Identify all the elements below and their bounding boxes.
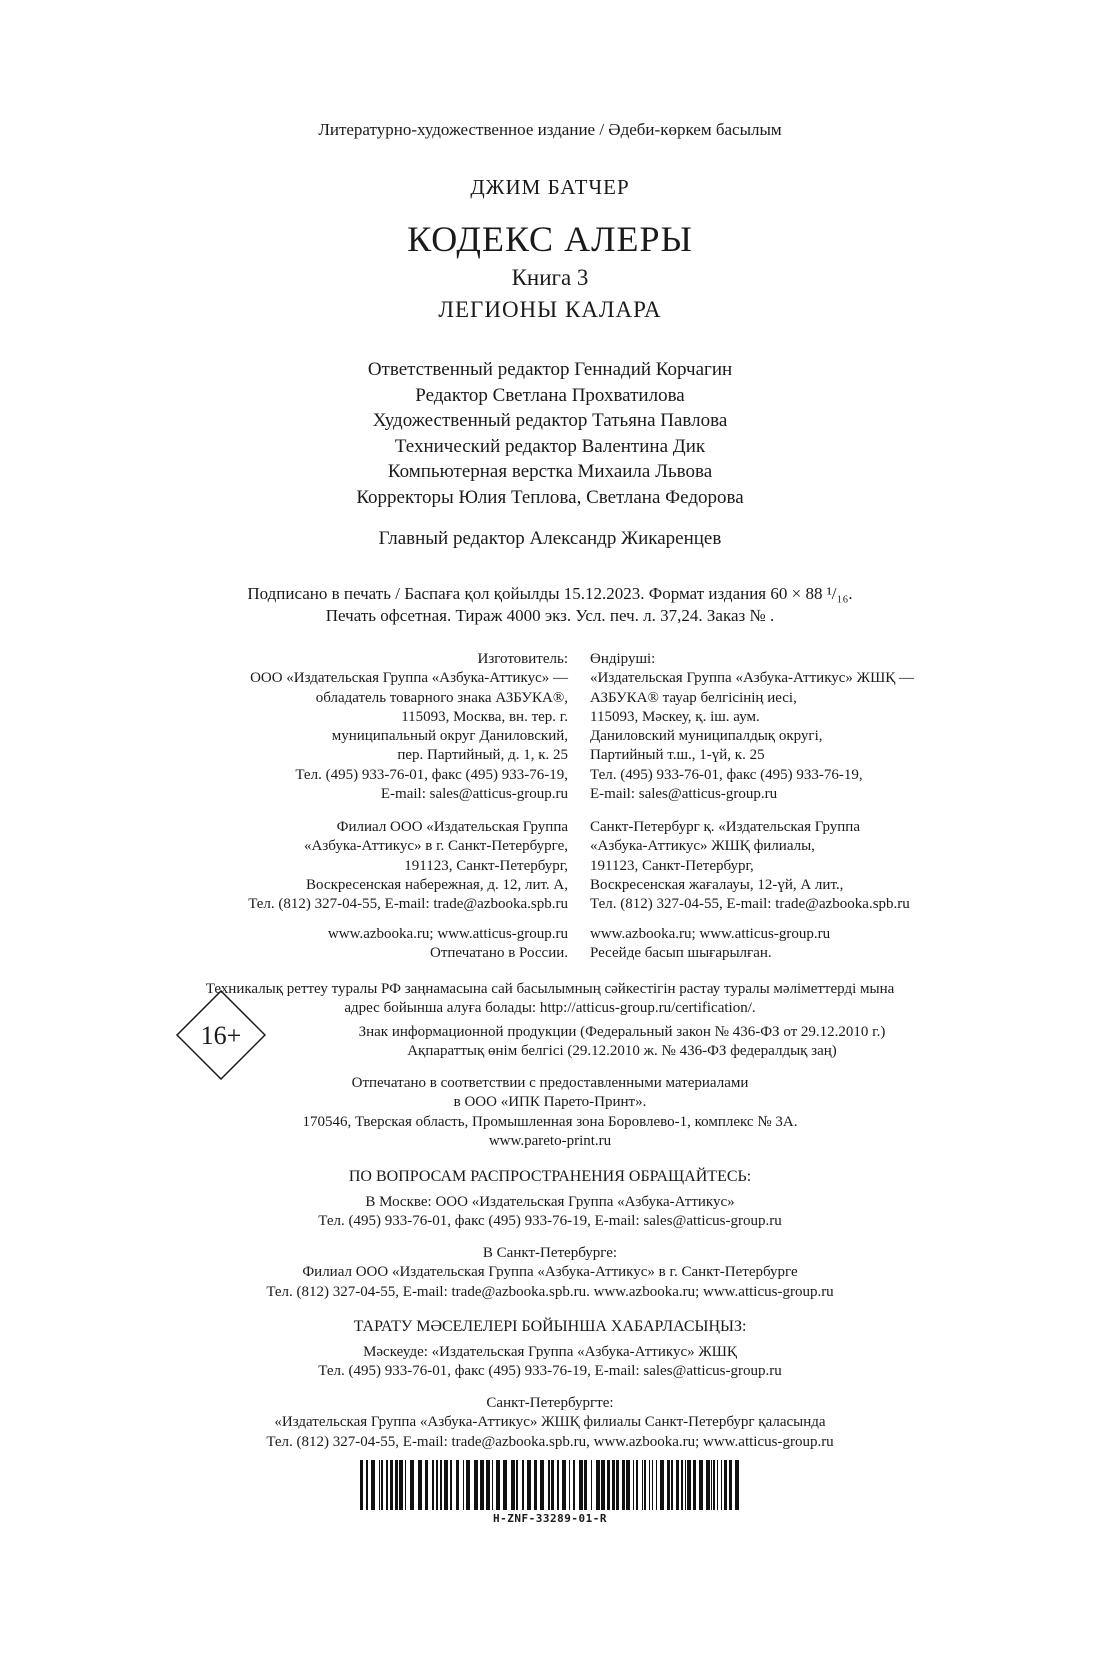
barcode-bar [496, 1460, 500, 1510]
distribution-kz-heading: ТАРАТУ МӘСЕЛЕЛЕРІ БОЙЫНША ХАБАРЛАСЫҢЫЗ: [353, 1318, 747, 1335]
barcode-bar [706, 1460, 710, 1510]
barcode-bar [399, 1460, 403, 1510]
text-line: Тел. (812) 327-04-55, E-mail: trade@azbooka.spb.ru. www.azbooka.ru; www.atticus-group.ru [266, 1283, 834, 1300]
print-info-line: Подписано в печать / Баспаға қол қойылды 15.12.2023. Формат издания 60 × 88 ¹/₁₆. [247, 584, 853, 603]
text-line: муниципальный округ Даниловский, [331, 728, 568, 745]
barcode-bar [693, 1460, 696, 1510]
credit-line: Корректоры Юлия Теплова, Светлана Федорова [356, 486, 744, 508]
barcode-bar [360, 1460, 363, 1510]
text-line: АЗБУКА® тауар белгісінің иесі, [590, 689, 797, 706]
barcode-bar [511, 1460, 515, 1510]
text-line: 115093, Мәскеу, қ. іш. аум. [590, 708, 760, 725]
text-line: В Санкт-Петербурге: [482, 1245, 618, 1261]
barcode-bar [503, 1460, 507, 1510]
text-line: Изготовитель: [477, 651, 568, 667]
barcode-bar [721, 1460, 722, 1510]
text-line: В Москве: ООО «Издательская Группа «Азбука-Аттикус» [365, 1194, 735, 1210]
text-line: Знак информационной продукции (Федеральный закон № 436-ФЗ от 29.12.2010 г.) [358, 1024, 886, 1040]
text-line: обладатель товарного знака АЗБУКА®, [315, 689, 568, 706]
barcode-bar [681, 1460, 683, 1510]
text-line: www.azbooka.ru; www.atticus-group.ru [327, 926, 568, 942]
text-line: Даниловский муниципалдық округі, [590, 728, 823, 745]
text-line: Тел. (812) 327-04-55, E-mail: trade@azbooka.spb.ru [590, 896, 910, 913]
book-title: ЛЕГИОНЫ КАЛАРА [438, 297, 662, 322]
barcode-bar [636, 1460, 638, 1510]
text-line: «Издательская Группа «Азбука-Аттикус» ЖШҚ — [590, 670, 915, 687]
barcode-bar [687, 1460, 691, 1510]
credit-line: Художественный редактор Татьяна Павлова [372, 410, 728, 431]
barcode-bar [540, 1460, 544, 1510]
barcode-bar [418, 1460, 422, 1510]
barcode-bar [456, 1460, 459, 1510]
age-rating-text [262, 1023, 982, 1062]
text-line: Воскресенская набережная, д. 12, лит. А, [306, 876, 568, 893]
distribution-ru-heading: ПО ВОПРОСАМ РАСПРОСТРАНЕНИЯ ОБРАЩАЙТЕСЬ: [348, 1168, 752, 1185]
barcode-bar [548, 1460, 550, 1510]
barcode-bar [534, 1460, 537, 1510]
barcode-bar [432, 1460, 434, 1510]
credit-line: Редактор Светлана Прохватилова [415, 384, 685, 406]
barcode-bar [405, 1460, 406, 1510]
text-line: Ақпараттық өнім белгісі (29.12.2010 ж. № 436-ФЗ федералдық заң) [407, 1043, 837, 1060]
age-rating-label: 16+ [200, 1021, 242, 1050]
barcode-bar [474, 1460, 478, 1510]
text-line: 191123, Санкт-Петербург, [590, 857, 754, 874]
text-line: Тел. (812) 327-04-55, E-mail: trade@azbooka.spb.ru, www.azbooka.ru; www.atticus-group.ru [266, 1433, 834, 1450]
text-line: 170546, Тверская область, Промышленная зона Боровлево-1, комплекс № 3А. [302, 1113, 798, 1130]
barcode-bar [711, 1460, 712, 1510]
book-number: Книга 3 [511, 265, 589, 290]
text-line: Санкт-Петербургте: [486, 1395, 614, 1411]
text-line: Отпечатано в России. [430, 945, 568, 962]
credit-line: Технический редактор Валентина Дик [394, 435, 706, 457]
barcode-bar [444, 1460, 448, 1510]
text-line: в ООО «ИПК Парето-Принт». [453, 1094, 647, 1111]
barcode [360, 1460, 740, 1510]
text-line: Отпечатано в соответствии с предоставленными материалами [351, 1075, 749, 1091]
text-line: «Издательская Группа «Азбука-Аттикус» ЖШҚ филиалы Санкт-Петербург қаласында [274, 1414, 826, 1431]
barcode-bar [713, 1460, 715, 1510]
barcode-bar [522, 1460, 524, 1510]
barcode-bar [492, 1460, 493, 1510]
text-line: Санкт-Петербург қ. «Издательская Группа [590, 819, 860, 835]
text-line: E-mail: sales@atticus-group.ru [380, 786, 568, 803]
barcode-bar [616, 1460, 619, 1510]
print-info-line: Печать офсетная. Тираж 4000 экз. Усл. печ. л. 37,24. Заказ № . [325, 606, 775, 625]
barcode-bar [440, 1460, 442, 1510]
manufacturer-ru-block-2 [248, 818, 568, 914]
credit-line: Ответственный редактор Геннадий Корчагин [367, 359, 733, 380]
chief-editor: Главный редактор Александр Жикаренцев [378, 528, 722, 549]
barcode-bar [607, 1460, 610, 1510]
barcode-bar [436, 1460, 438, 1510]
text-line: Филиал ООО «Издательская Группа [336, 819, 568, 835]
barcode-bar [410, 1460, 414, 1510]
text-line: Мәскеуде: «Издательская Группа «Азбука-Аттикус» ЖШҚ [363, 1344, 737, 1360]
barcode-bar [562, 1460, 566, 1510]
credit-line: Компьютерная верстка Михаила Львова [387, 461, 713, 482]
barcode-bar [735, 1460, 739, 1510]
text-line: адрес бойынша алуға болады: http://atticus-group.ru/certification/. [344, 1000, 756, 1017]
barcode-bar [724, 1460, 727, 1510]
distribution-kz-spb [0, 1394, 1100, 1452]
barcode-bar [463, 1460, 464, 1510]
text-line: Тел. (495) 933-76-01, факс (495) 933-76-19, E-mail: sales@atticus-group.ru [318, 1363, 782, 1380]
text-line: www.azbooka.ru; www.atticus-group.ru [590, 926, 831, 942]
text-line: «Азбука-Аттикус» в г. Санкт-Петербурге, [304, 838, 568, 855]
barcode-bar [644, 1460, 646, 1510]
text-line: Тел. (812) 327-04-55, E-mail: trade@azbooka.spb.ru [248, 896, 568, 913]
barcode-bar [717, 1460, 718, 1510]
text-line: www.pareto-print.ru [488, 1132, 612, 1149]
barcode-bar [450, 1460, 452, 1510]
barcode-bar [390, 1460, 393, 1510]
text-line: Тел. (495) 933-76-01, факс (495) 933-76-19, [295, 766, 568, 783]
text-line: Партийный т.ш., 1-үй, к. 25 [590, 747, 765, 764]
barcode-bar [551, 1460, 554, 1510]
barcode-bar [480, 1460, 484, 1510]
barcode-bar [466, 1460, 470, 1510]
barcode-bar [596, 1460, 600, 1510]
barcode-bar [516, 1460, 518, 1510]
barcode-bar [371, 1460, 375, 1510]
text-line: Тел. (495) 933-76-01, факс (495) 933-76-19, [590, 766, 863, 783]
barcode-bar [633, 1460, 634, 1510]
barcode-bar [660, 1460, 664, 1510]
barcode-bar [486, 1460, 490, 1510]
barcode-bar [591, 1460, 592, 1510]
distribution-ru-spb [0, 1244, 1100, 1302]
distribution-ru-moscow [0, 1193, 1100, 1232]
certification-note [0, 980, 1100, 1019]
barcode-bar [601, 1460, 605, 1510]
barcode-bar [699, 1460, 703, 1510]
barcode-bar [366, 1460, 368, 1510]
barcode-code: H-ZNF-33289-01-R [493, 1512, 607, 1525]
text-line: «Азбука-Аттикус» ЖШҚ филиалы, [590, 838, 815, 855]
barcode-bar [579, 1460, 583, 1510]
manufacturer-kz-block-1 [590, 650, 914, 804]
barcode-bar [557, 1460, 559, 1510]
text-line: Техникалық реттеу туралы РФ заңнамасына сай басылымның сәйкестігін растау туралы мәліметтерді мына [205, 981, 895, 997]
barcode-bar [649, 1460, 650, 1510]
series-title: КОДЕКС АЛЕРЫ [407, 219, 693, 259]
barcode-bar [584, 1460, 587, 1510]
barcode-bar [671, 1460, 673, 1510]
text-line: E-mail: sales@atticus-group.ru [590, 786, 778, 803]
text-line: Воскресенская жағалауы, 12-үй, А лит., [590, 876, 844, 893]
manufacturer-kz-block-2 [590, 818, 910, 914]
text-line: Өндіруші: [590, 651, 656, 667]
edition-type: Литературно-художественное издание / Әдеби-көркем басылым [318, 120, 782, 139]
barcode-bar [626, 1460, 630, 1510]
barcode-bar [642, 1460, 643, 1510]
barcode-bar [656, 1460, 657, 1510]
barcode-bar [425, 1460, 428, 1510]
text-line: пер. Партийный, д. 1, к. 25 [397, 747, 568, 764]
text-line: Ресейде басып шығарылған. [590, 945, 772, 962]
manufacturer-kz-block-3 [590, 925, 830, 964]
barcode-bar [573, 1460, 575, 1510]
barcode-bar [386, 1460, 388, 1510]
print-info [0, 583, 1100, 627]
text-line: 115093, Москва, вн. тер. г. [401, 708, 568, 725]
barcode-bar [379, 1460, 380, 1510]
manufacturer-ru-block-1 [250, 650, 568, 804]
barcode-bar [395, 1460, 398, 1510]
barcode-bar [652, 1460, 653, 1510]
age-rating-badge [176, 990, 266, 1080]
credits-block [0, 357, 1100, 510]
manufacturer-ru-block-3 [328, 925, 568, 964]
barcode-bar [676, 1460, 679, 1510]
barcode-bar [667, 1460, 670, 1510]
barcode-bar [622, 1460, 625, 1510]
text-line: 191123, Санкт-Петербург, [404, 857, 568, 874]
barcode-bar [381, 1460, 383, 1510]
barcode-bar [729, 1460, 732, 1510]
distribution-kz-moscow [0, 1343, 1100, 1382]
barcode-bar [612, 1460, 615, 1510]
barcode-bar [527, 1460, 531, 1510]
text-line: Филиал ООО «Издательская Группа «Азбука-Аттикус» в г. Санкт-Петербурге [302, 1264, 798, 1281]
barcode-bar [685, 1460, 686, 1510]
printer-info [0, 1074, 1100, 1151]
author-name: ДЖИМ БАТЧЕР [470, 175, 630, 199]
text-line: ООО «Издательская Группа «Азбука-Аттикус» — [250, 670, 568, 687]
text-line: Тел. (495) 933-76-01, факс (495) 933-76-19, E-mail: sales@atticus-group.ru [318, 1213, 782, 1230]
barcode-bar [569, 1460, 570, 1510]
